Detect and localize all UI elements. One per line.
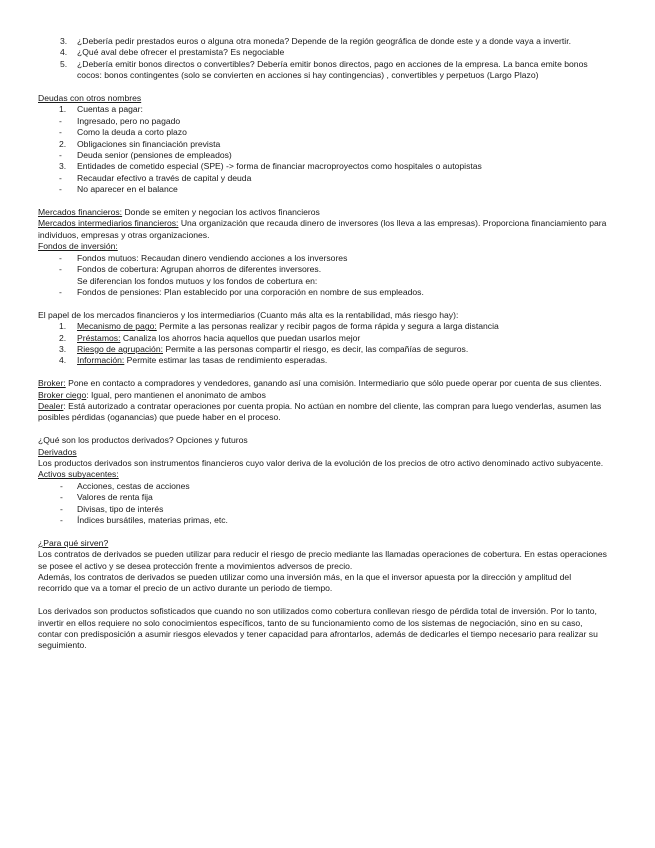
list-marker: 1. [59, 104, 67, 115]
list-marker: - [59, 184, 62, 195]
list-text [77, 333, 607, 344]
list-text [77, 355, 607, 366]
blank-line [38, 424, 607, 435]
definition [38, 218, 607, 241]
list-marker: 2. [59, 138, 67, 149]
list-text: Entidades de cometido especial (SPE) -> forma de financiar macroproyectos como hospitales o autopistas [77, 161, 482, 172]
list-marker: - [60, 514, 63, 525]
blank-line [38, 595, 607, 606]
list-marker: - [59, 172, 62, 183]
bullet-item [38, 150, 607, 161]
definition [38, 207, 607, 218]
list-marker: - [59, 115, 62, 126]
bullet-item [38, 127, 607, 138]
list-continuation: Se diferencian los fondos mutuos y los fondos de cobertura en: [77, 275, 318, 286]
list-marker: 4. [59, 355, 67, 366]
list-text: Fondos mutuos: Recaudan dinero vendiendo acciones a los inversores [77, 252, 348, 263]
list-marker: 4. [60, 47, 68, 58]
bullet-item [38, 264, 607, 275]
heading-text: Deudas con otros nombres [38, 93, 142, 104]
blank-line [38, 367, 607, 378]
blank-line [38, 82, 607, 93]
list-text: No aparecer en el balance [77, 184, 178, 195]
definition-text: Una organización que recauda dinero de inversores (los lleva a las empresas). Proporciona financiamiento para individuos, empresas y otras organizaciones. [38, 218, 607, 240]
definition [38, 390, 607, 401]
list-text: ¿Debería emitir bonos directos o convertibles? Debería emitir bonos directos, pago en acciones de la empresa. La banca emite bonos cocos: bonos contingentes (solo se convierten en acciones si hay contingencias) , convertibles y perpetuos (Largo Plazo) [77, 58, 588, 81]
list-text [77, 321, 607, 332]
list-text: Ingresado, pero no pagado [77, 115, 181, 126]
list-marker: - [60, 503, 63, 514]
bullet-item [38, 116, 607, 127]
list-text: ¿Debería pedir prestados euros o alguna otra moneda? Depende de la región geográfica de donde este y a donde vaya a invertir. [77, 36, 571, 46]
term: Riesgo de agrupación: [77, 343, 163, 354]
definition-text: Pone en contacto a compradores y vendedores, ganando así una comisión. Intermediario que sólo puede operar por cuenta de sus clientes. [65, 378, 602, 389]
list-marker: - [59, 127, 62, 138]
bullet-item [38, 492, 607, 503]
list-text: Recaudar efectivo a través de capital y deuda [77, 172, 252, 183]
list-text: Como la deuda a corto plazo [77, 127, 187, 138]
definition-text: Permite a las personas compartir el riesgo, es decir, las compañías de seguros. [163, 343, 469, 354]
list-marker: - [59, 150, 62, 161]
term: Broker ciego [38, 389, 87, 400]
section-heading [38, 241, 607, 252]
list-text: Divisas, tipo de interés [77, 503, 164, 514]
section-heading [38, 93, 607, 104]
numbered-item [38, 36, 607, 47]
list-text: Índices bursátiles, materias primas, etc. [77, 514, 228, 525]
list-marker: - [60, 492, 63, 503]
blank-line [38, 196, 607, 207]
paragraph: El papel de los mercados financieros y los intermediarios (Cuanto más alta es la rentabilidad, más riesgo hay): [38, 309, 459, 320]
heading-text: Derivados [38, 446, 77, 457]
list-marker: 2. [59, 332, 67, 343]
list-marker: 3. [59, 161, 67, 172]
paragraph: Los productos derivados son instrumentos financieros cuyo valor deriva de la evolución de los precios de otro activo denominado activo subyacente. [38, 457, 604, 468]
bullet-item [38, 504, 607, 515]
heading-text: Activos subyacentes: [38, 469, 119, 480]
numbered-item [38, 321, 607, 332]
list-marker: 1. [59, 321, 67, 332]
list-text: Valores de renta fija [77, 492, 153, 503]
definition-text: : Igual, pero mantienen el anonimato de ambos [86, 389, 266, 400]
list-text: ¿Qué aval debe ofrecer el prestamista? Es negociable [77, 47, 285, 58]
list-marker: - [60, 480, 63, 491]
term: Mecanismo de pago: [77, 321, 157, 332]
definition-text: : Está autorizado a contratar operaciones por cuenta propia. No actúan en nombre del cliente, las compran para luego venderlas, asumen las posibles pérdidas (oganancias) que puede haber en el proceso. [38, 400, 602, 423]
heading-text: ¿Para qué sirven? [38, 537, 109, 548]
term: Dealer [38, 400, 64, 411]
term: Información: [77, 355, 125, 366]
list-marker: - [59, 252, 62, 263]
bullet-item [38, 253, 607, 264]
numbered-item [38, 344, 607, 355]
list-text: Deuda senior (pensiones de empleados) [77, 150, 232, 161]
paragraph: Los contratos de derivados se pueden utilizar para reducir el riesgo de precio mediante las llamadas operaciones de cobertura. En estas operaciones se posee el activo y se desea protección frente a movimientos adversos de precio. [38, 549, 607, 571]
list-marker: - [59, 286, 62, 297]
section-heading [38, 447, 607, 458]
paragraph: Los derivados son productos sofisticados que cuando no son utilizados como cobertura conllevan riesgo de pérdida total de inversión. Por lo tanto, invertir en ellos requiere no solo conocimientos específicos, tanto de su funcionamiento como de los sistemas de negociación, sino en su caso, contar con predisposición a asumir riesgos elevados y tener capacidad para afrontarlos, además de dedicarles el tiempo necesario para realizar su seguimiento. [38, 606, 598, 651]
blank-line [38, 298, 607, 309]
list-text: Acciones, cestas de acciones [77, 480, 190, 491]
bullet-item [38, 287, 607, 298]
list-text [77, 344, 607, 355]
list-marker: 3. [60, 36, 68, 46]
bullet-item [38, 173, 607, 184]
numbered-item [38, 355, 607, 366]
list-marker: - [59, 264, 62, 275]
list-text: Cuentas a pagar: [77, 104, 143, 115]
bullet-item [38, 481, 607, 492]
section-heading [38, 538, 607, 549]
bullet-item [38, 515, 607, 526]
numbered-item [38, 47, 607, 58]
numbered-item [38, 139, 607, 150]
paragraph: ¿Qué son los productos derivados? Opciones y futuros [38, 435, 248, 446]
numbered-item [38, 161, 607, 172]
definition [38, 401, 607, 424]
bullet-item [38, 184, 607, 195]
term: Mercados intermediarios financieros: [38, 218, 179, 229]
section-heading [38, 469, 607, 480]
blank-line [38, 526, 607, 537]
list-marker: 3. [59, 343, 67, 354]
definition-text: Permite a las personas realizar y recibir pagos de forma rápida y segura a larga distancia [156, 321, 499, 332]
numbered-item [38, 104, 607, 115]
term: Broker: [38, 378, 66, 389]
list-text: Fondos de pensiones: Plan establecido por una corporación en nombre de sus empleados. [77, 286, 424, 297]
heading-text: Fondos de inversión: [38, 241, 118, 252]
list-text: Fondos de cobertura: Agrupan ahorros de diferentes inversores. [77, 264, 322, 275]
paragraph: Además, los contratos de derivados se pueden utilizar como una inversión más, en la que el inversor apuesta por la dirección y amplitud del recorrido que va a tomar el precio de un activo durante un periodo de tiempo. [38, 572, 572, 594]
definition [38, 378, 607, 389]
list-text: Obligaciones sin financiación prevista [77, 138, 221, 149]
definition-text: Canaliza los ahorros hacia aquellos que puedan usarlos mejor [120, 332, 361, 343]
term: Mercados financieros: [38, 207, 123, 218]
numbered-item [38, 333, 607, 344]
definition-text: Permite estimar las tasas de rendimiento esperadas. [124, 355, 328, 366]
list-marker: 5. [60, 58, 68, 69]
numbered-item [38, 59, 607, 82]
definition-text: Donde se emiten y negocian los activos financieros [122, 207, 320, 218]
term: Préstamos: [77, 332, 121, 343]
